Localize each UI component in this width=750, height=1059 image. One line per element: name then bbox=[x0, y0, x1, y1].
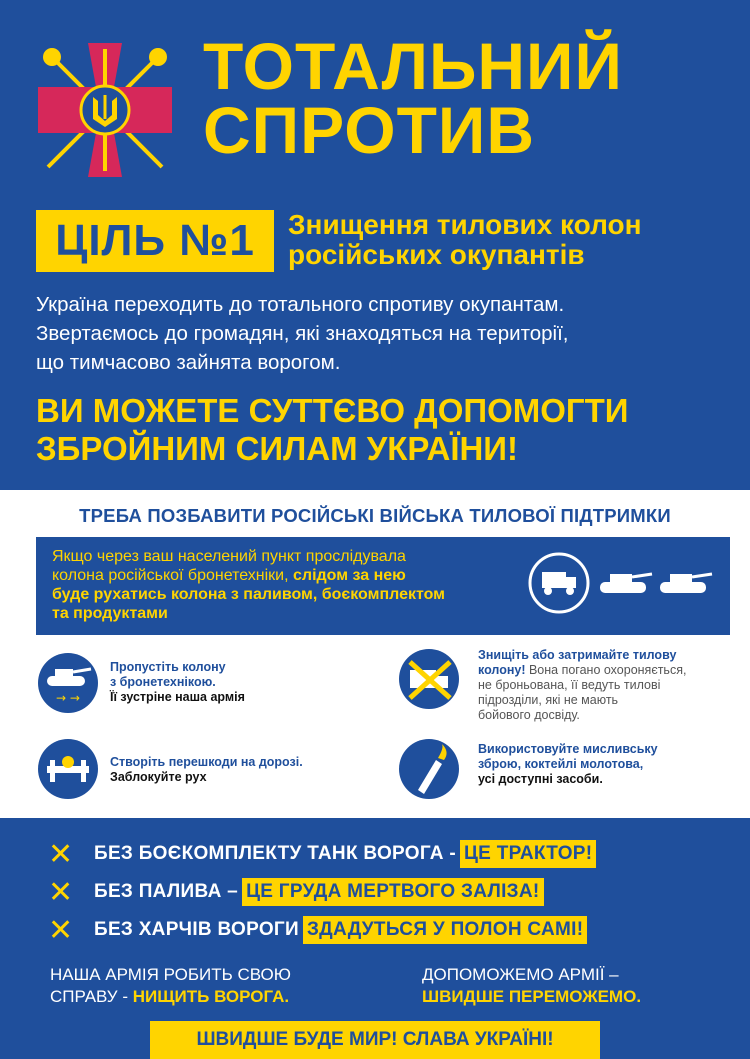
title-line-1: ТОТАЛЬНИЙ bbox=[203, 29, 623, 103]
tip2-line3: не броньована, її ведуть тилові bbox=[478, 678, 661, 692]
tip3-line2: Заблокуйте рух bbox=[110, 770, 207, 784]
check-row-food bbox=[48, 914, 587, 946]
tip-destroy bbox=[478, 648, 718, 723]
goal-line-1: Знищення тилових колон bbox=[288, 209, 642, 240]
intro-line-1: Україна переходить до тотального спротиву окупантам. bbox=[36, 293, 565, 316]
check-text: БЕЗ БОЄКОМПЛЕКТУ ТАНК ВОРОГА - bbox=[94, 843, 456, 864]
info-line-2-bold: слідом за нею bbox=[293, 567, 406, 584]
tip4-line2: зброю, коктейлі молотова, bbox=[478, 757, 644, 771]
intro-line-3: що тимчасово зайнята ворогом. bbox=[36, 351, 341, 374]
check-highlight: ЗДАДУТЬСЯ У ПОЛОН САМІ! bbox=[303, 916, 587, 944]
info-line-2-plain: колона російської бронетехніки, bbox=[52, 567, 293, 584]
tank-pass-icon bbox=[37, 652, 99, 714]
check-text: БЕЗ ХАРЧІВ ВОРОГИ bbox=[94, 919, 299, 940]
tip2-line5: бойового досвіду. bbox=[478, 708, 580, 722]
footer-left-line2-bold: НИЩИТЬ ВОРОГА. bbox=[132, 987, 290, 1006]
info-line-1: Якщо через ваш населений пункт прослідувала bbox=[52, 548, 406, 565]
cta-line-2: ЗБРОЙНИМ СИЛАМ УКРАЇНИ! bbox=[36, 430, 519, 467]
tip4-line1: Використовуйте мисливську bbox=[478, 742, 658, 756]
support-title: ТРЕБА ПОЗБАВИТИ РОСІЙСЬКІ ВІЙСЬКА ТИЛОВОЇ ПІДТРИМКИ bbox=[79, 505, 671, 526]
x-mark-icon: ✕ bbox=[48, 875, 74, 909]
tip2-line2: Вона погано охороняється, bbox=[525, 663, 687, 677]
armed-forces-emblem-icon bbox=[30, 35, 180, 185]
tip-use-weapons bbox=[478, 742, 718, 787]
intro-line-2: Звертаємось до громадян, які знаходяться на території, bbox=[36, 322, 569, 345]
tip2-line4: підрозділи, які не мають bbox=[478, 693, 619, 707]
tip-block-road bbox=[110, 755, 350, 785]
call-to-action bbox=[36, 392, 736, 468]
cta-line-1: ВИ МОЖЕТЕ СУТТЄВО ДОПОМОГТИ bbox=[36, 392, 629, 429]
convoy-icon bbox=[528, 552, 718, 614]
check-highlight: ЦЕ ГРУДА МЕРТВОГО ЗАЛІЗА! bbox=[242, 878, 543, 906]
check-text: БЕЗ ПАЛИВА – bbox=[94, 881, 239, 902]
final-slogan: ШВИДШЕ БУДЕ МИР! СЛАВА УКРАЇНІ! bbox=[150, 1021, 600, 1059]
footer-right-line2: ШВИДШЕ ПЕРЕМОЖЕМО. bbox=[422, 987, 642, 1006]
check-row-ammo bbox=[48, 838, 596, 870]
check-row-fuel bbox=[48, 876, 544, 908]
tip3-line1: Створіть перешкоди на дорозі. bbox=[110, 755, 303, 769]
page-title bbox=[203, 29, 733, 167]
road-block-icon bbox=[37, 738, 99, 800]
info-text bbox=[52, 547, 512, 623]
tip1-line3: Її зустріне наша армія bbox=[110, 690, 245, 704]
footer-left bbox=[50, 964, 370, 1008]
tip1-line1: Пропустіть колону bbox=[110, 660, 226, 674]
intro-text bbox=[36, 290, 736, 377]
footer-right-line1: ДОПОМОЖЕМО АРМІЇ – bbox=[422, 965, 619, 984]
tip1-line2: з бронетехнікою. bbox=[110, 675, 216, 689]
check-highlight: ЦЕ ТРАКТОР! bbox=[460, 840, 596, 868]
svg-text:→ →: → → bbox=[56, 691, 80, 705]
tip4-line3: усі доступні засоби. bbox=[478, 772, 603, 786]
x-mark-icon: ✕ bbox=[48, 913, 74, 947]
footer-left-line1: НАША АРМІЯ РОБИТЬ СВОЮ bbox=[50, 965, 291, 984]
info-line-3: буде рухатись колона з паливом, боєкомплектом bbox=[52, 586, 445, 603]
footer-right bbox=[422, 964, 722, 1008]
goal-badge: ЦІЛЬ №1 bbox=[36, 210, 274, 272]
footer-left-line2: СПРАВУ - bbox=[50, 987, 133, 1006]
info-line-4: та продуктами bbox=[52, 605, 168, 622]
tip2-line2-bold: колону! bbox=[478, 663, 526, 677]
info-line-2 bbox=[52, 566, 512, 585]
tip2-line1: Знищіть або затримайте тилову bbox=[478, 648, 677, 662]
title-line-2: СПРОТИВ bbox=[203, 93, 536, 167]
tip-let-pass bbox=[110, 660, 310, 705]
molotov-icon bbox=[398, 738, 460, 800]
goal-description bbox=[288, 210, 738, 270]
goal-line-2: російських окупантів bbox=[288, 239, 585, 270]
truck-destroy-icon bbox=[398, 648, 460, 710]
x-mark-icon: ✕ bbox=[48, 837, 74, 871]
